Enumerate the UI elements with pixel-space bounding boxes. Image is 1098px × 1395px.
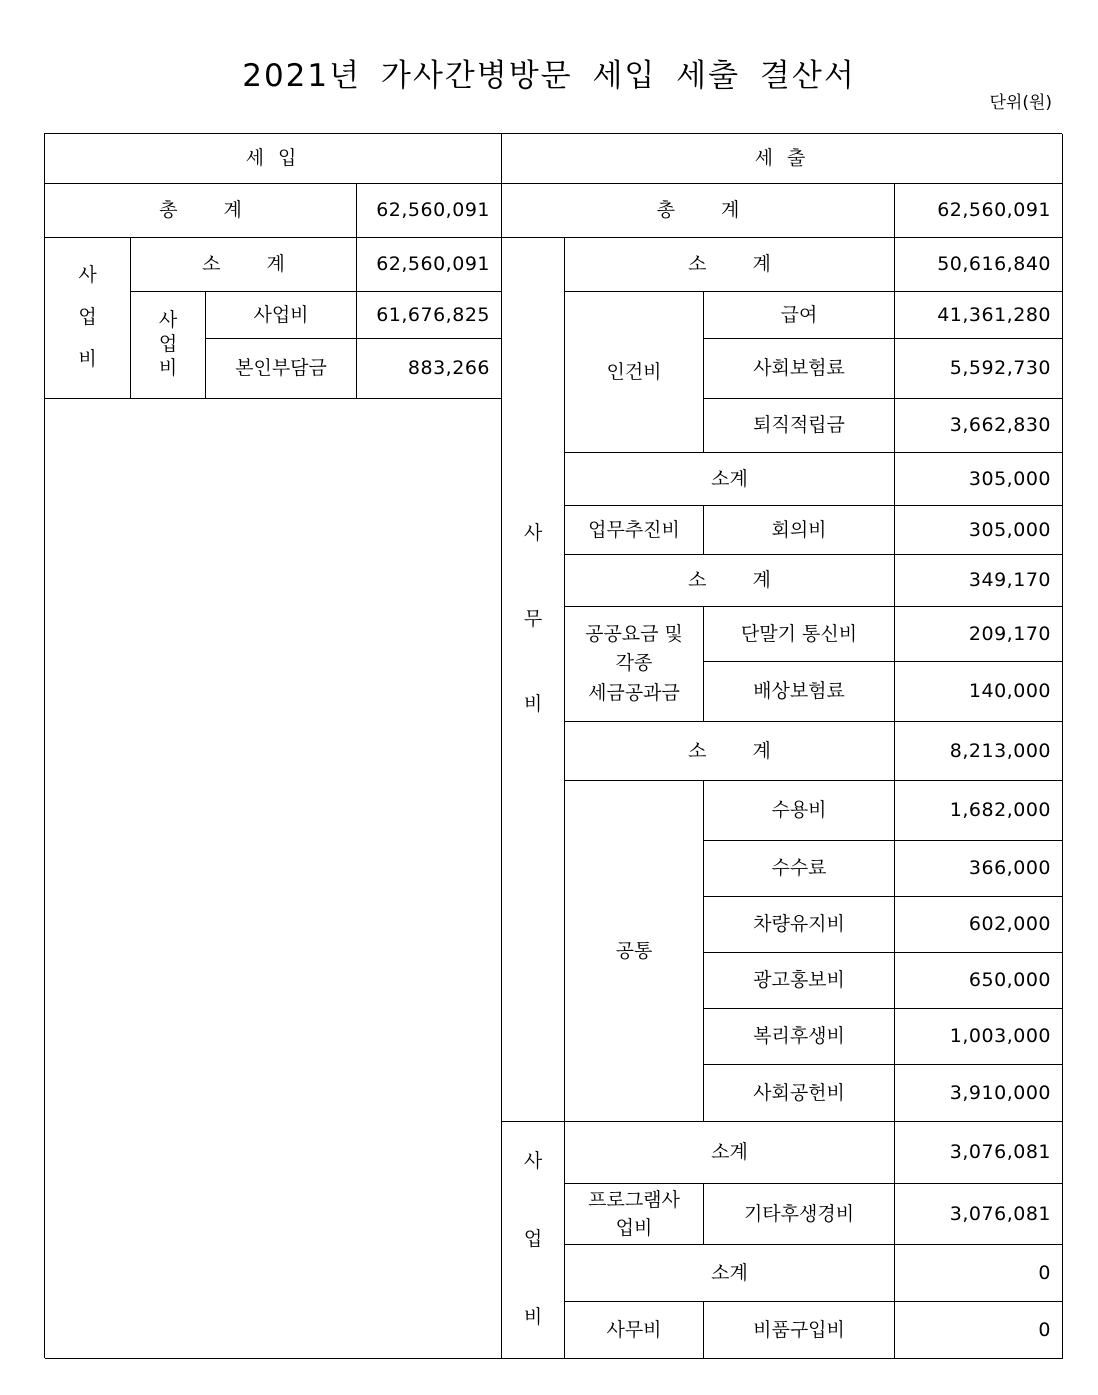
expense-item-label: 급여 <box>704 292 895 339</box>
expense-item-value: 0 <box>895 1302 1063 1359</box>
expense-item-value: 140,000 <box>895 662 1063 722</box>
revenue-subtotal-value: 62,560,091 <box>357 238 502 292</box>
settlement-table <box>44 133 1062 1358</box>
expense-item-label: 비품구입비 <box>704 1302 895 1359</box>
revenue-item-value: 61,676,825 <box>357 292 502 339</box>
revenue-item-label: 사업비 <box>206 292 357 339</box>
expense-item-label: 회의비 <box>704 506 895 555</box>
personnel-subtotal-label: 소 계 <box>565 238 895 292</box>
revenue-section-text: 사 업 비 <box>78 264 97 370</box>
expense-item-value: 650,000 <box>895 953 1063 1009</box>
utilities-category-line: 공공요금 및 <box>585 622 683 645</box>
expense-total-value: 62,560,091 <box>895 184 1063 238</box>
revenue-sub-section-text: 사 업 비 <box>158 309 178 379</box>
expense-item-label: 사회보험료 <box>704 339 895 399</box>
common-subtotal-label: 소 계 <box>565 722 895 781</box>
utilities-category <box>565 607 704 722</box>
expense-item-label: 광고홍보비 <box>704 953 895 1009</box>
expense-item-value: 3,910,000 <box>895 1065 1063 1122</box>
expense-item-label: 퇴직적립금 <box>704 399 895 453</box>
revenue-section-label <box>45 238 131 399</box>
expense-item-value: 602,000 <box>895 897 1063 953</box>
revenue-item-value: 883,266 <box>357 339 502 399</box>
expense-item-value: 366,000 <box>895 841 1063 897</box>
expense-item-value: 3,076,081 <box>895 1184 1063 1245</box>
office-expense-subtotal-value: 0 <box>895 1245 1063 1302</box>
program-subtotal-value: 3,076,081 <box>895 1122 1063 1184</box>
revenue-total-label: 총 계 <box>45 184 357 238</box>
common-category: 공통 <box>565 781 704 1122</box>
promotion-subtotal-label: 소계 <box>565 453 895 506</box>
personnel-subtotal-value: 50,616,840 <box>895 238 1063 292</box>
expense-item-label: 사회공헌비 <box>704 1065 895 1122</box>
office-expense-subtotal-label: 소계 <box>565 1245 895 1302</box>
expense-item-label: 기타후생경비 <box>704 1184 895 1245</box>
revenue-total-value: 62,560,091 <box>357 184 502 238</box>
office-expense-category: 사무비 <box>565 1302 704 1359</box>
expense-item-value: 5,592,730 <box>895 339 1063 399</box>
utilities-subtotal-value: 349,170 <box>895 555 1063 607</box>
expense-item-value: 1,003,000 <box>895 1009 1063 1065</box>
expense-item-value: 41,361,280 <box>895 292 1063 339</box>
utilities-category-line: 각종 <box>615 652 653 675</box>
revenue-sub-section-label <box>131 292 206 399</box>
document-title: 2021년 가사간병방문 세입 세출 결산서 <box>242 58 856 94</box>
business-section-label <box>502 1122 565 1359</box>
revenue-subtotal-label: 소 계 <box>131 238 357 292</box>
expense-item-label: 단말기 통신비 <box>704 607 895 662</box>
promotion-category: 업무추진비 <box>565 506 704 555</box>
revenue-header: 세 입 <box>45 134 502 184</box>
expense-item-label: 수수료 <box>704 841 895 897</box>
utilities-category-line: 세금공과금 <box>588 681 680 704</box>
common-subtotal-value: 8,213,000 <box>895 722 1063 781</box>
utilities-subtotal-label: 소 계 <box>565 555 895 607</box>
expense-item-label: 복리후생비 <box>704 1009 895 1065</box>
expense-item-label: 차량유지비 <box>704 897 895 953</box>
expense-item-label: 배상보험료 <box>704 662 895 722</box>
expense-item-label: 수용비 <box>704 781 895 841</box>
program-category-line: 업비 <box>615 1217 653 1239</box>
unit-label: 단위(원) <box>989 93 1052 113</box>
expense-total-label: 총 계 <box>502 184 895 238</box>
expense-header: 세 출 <box>502 134 1063 184</box>
expense-item-value: 209,170 <box>895 607 1063 662</box>
program-category-line: 프로그램사 <box>588 1188 680 1211</box>
program-subtotal-label: 소계 <box>565 1122 895 1184</box>
program-category <box>565 1184 704 1245</box>
business-section-text: 사 업 비 <box>523 1150 543 1328</box>
office-section-text: 사 무 비 <box>523 522 543 716</box>
office-section-label <box>502 238 565 1122</box>
revenue-empty-area <box>45 399 502 1359</box>
promotion-subtotal-value: 305,000 <box>895 453 1063 506</box>
expense-item-value: 305,000 <box>895 506 1063 555</box>
personnel-category: 인건비 <box>565 292 704 453</box>
expense-item-value: 1,682,000 <box>895 781 1063 841</box>
revenue-item-label: 본인부담금 <box>206 339 357 399</box>
expense-item-value: 3,662,830 <box>895 399 1063 453</box>
